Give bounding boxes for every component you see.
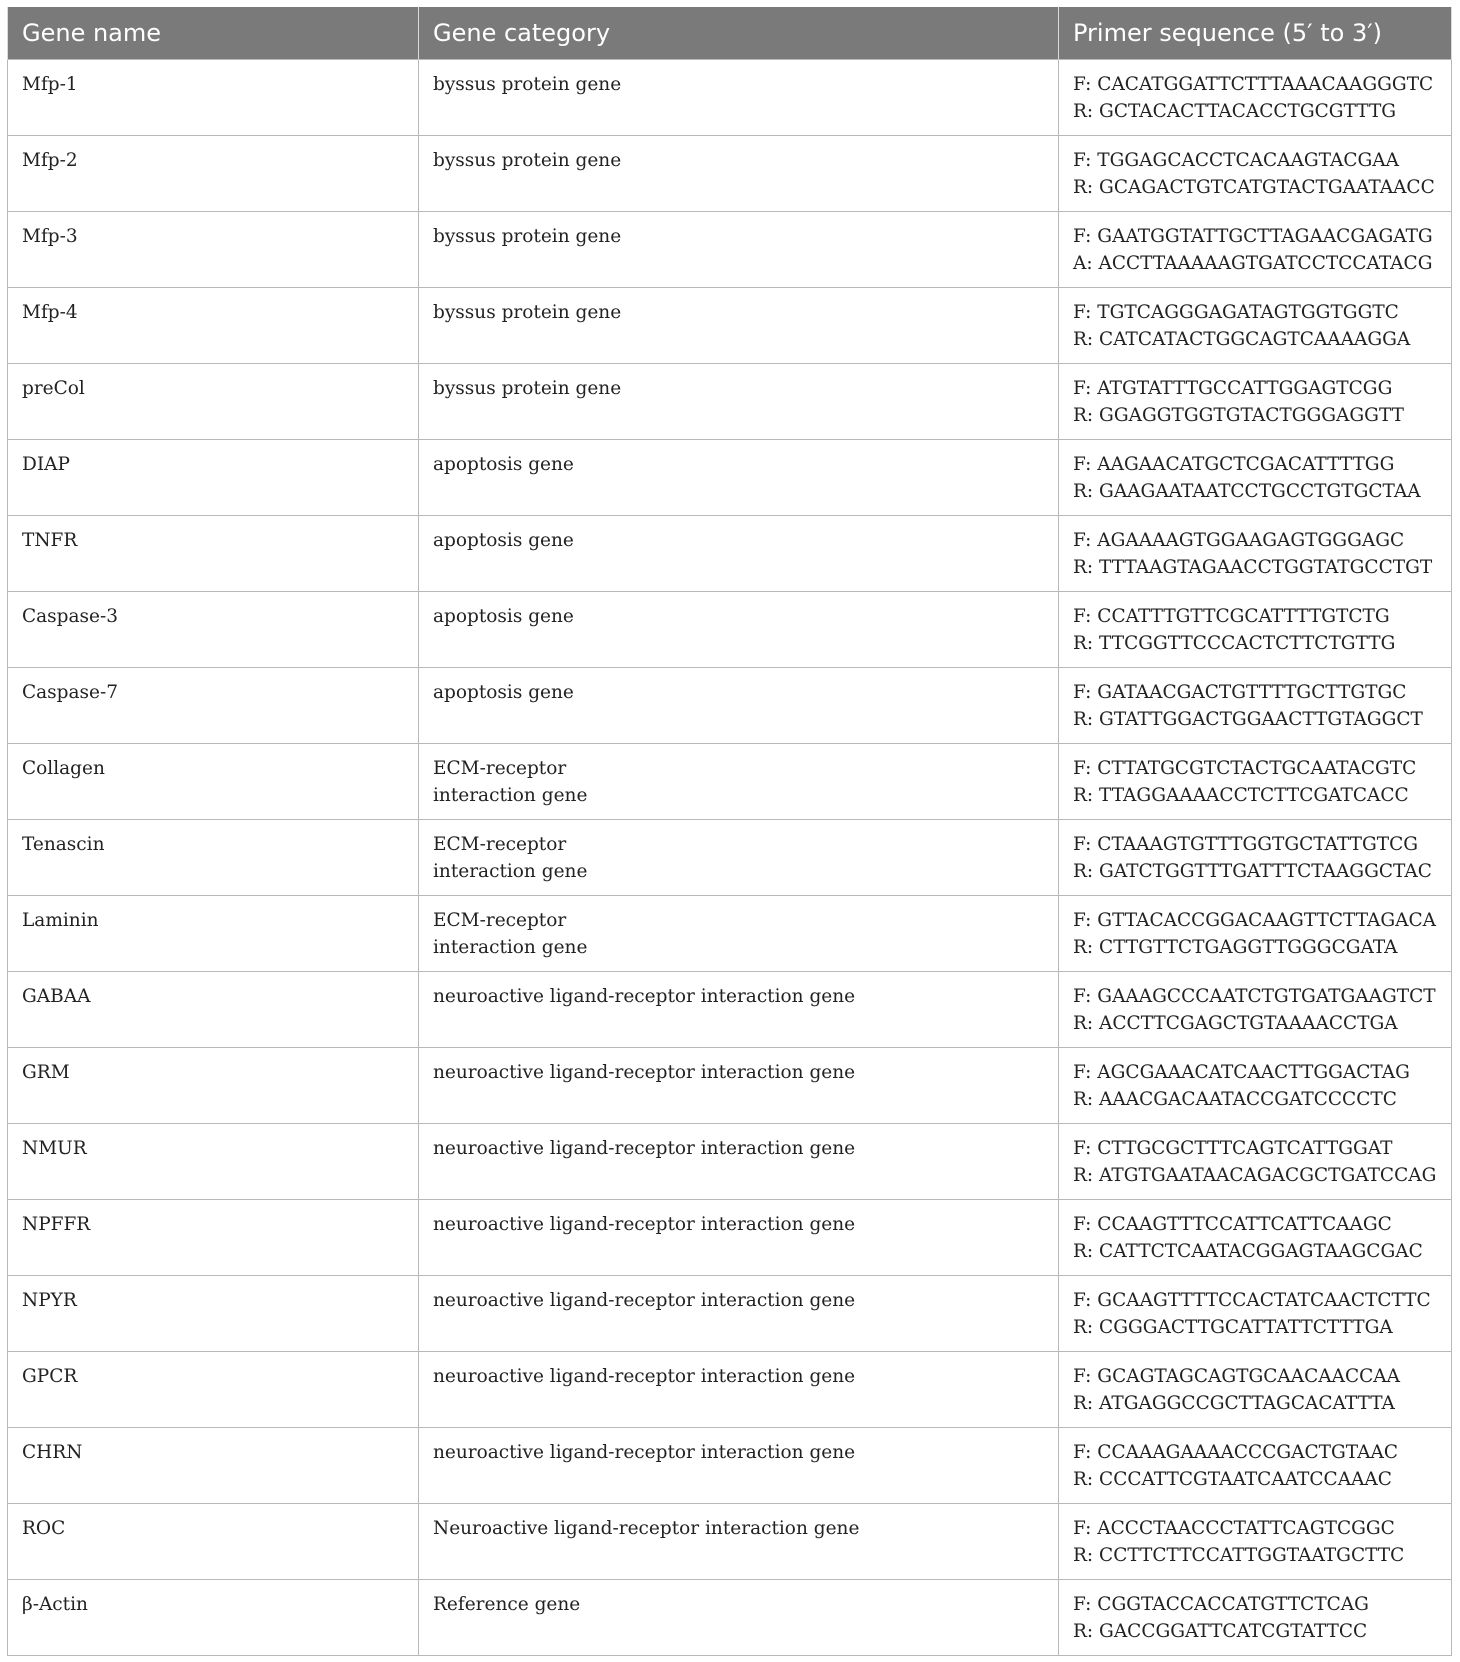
primer-sequence-cell: [1059, 212, 1452, 288]
gene-category-cell: [419, 1200, 1059, 1276]
table-row: [8, 60, 1452, 136]
reverse-primer: R: ATGTGAATAACAGACGCTGATCCAG: [1073, 1165, 1437, 1186]
gene-category-line: Neuroactive ligand-receptor interaction gene: [433, 1518, 860, 1539]
gene-category-cell: [419, 896, 1059, 972]
gene-category-cell: [419, 1124, 1059, 1200]
gene-name-cell: Mfp-4: [8, 288, 419, 364]
primer-sequence-cell: [1059, 288, 1452, 364]
primer-sequence-cell: [1059, 364, 1452, 440]
gene-name-cell: NPYR: [8, 1276, 419, 1352]
table-row: [8, 972, 1452, 1048]
reverse-primer: A: ACCTTAAAAAGTGATCCTCCATACG: [1073, 253, 1433, 274]
table-row: [8, 440, 1452, 516]
gene-category-cell: [419, 60, 1059, 136]
header-primer-sequence: Primer sequence (5′ to 3′): [1059, 7, 1452, 60]
primer-sequence-cell: [1059, 1580, 1452, 1656]
gene-category-line: neuroactive ligand-receptor interaction gene: [433, 1062, 856, 1083]
forward-primer: F: GATAACGACTGTTTTGCTTGTGC: [1073, 682, 1407, 703]
primer-sequence-cell: [1059, 972, 1452, 1048]
primer-sequence-cell: [1059, 592, 1452, 668]
gene-name-cell: GRM: [8, 1048, 419, 1124]
forward-primer: F: TGTCAGGGAGATAGTGGTGGTC: [1073, 302, 1399, 323]
forward-primer: F: GAATGGTATTGCTTAGAACGAGATG: [1073, 226, 1433, 247]
reverse-primer: R: TTTAAGTAGAACCTGGTATGCCTGT: [1073, 557, 1433, 578]
gene-category-line: apoptosis gene: [433, 682, 574, 703]
forward-primer: F: CCAAAGAAAACCCGACTGTAAC: [1073, 1442, 1398, 1463]
primer-sequence-cell: [1059, 1124, 1452, 1200]
gene-category-line: neuroactive ligand-receptor interaction gene: [433, 1290, 856, 1311]
gene-category-line: apoptosis gene: [433, 530, 574, 551]
gene-name-cell: Mfp-1: [8, 60, 419, 136]
table-row: [8, 744, 1452, 820]
gene-category-line: Reference gene: [433, 1594, 581, 1615]
gene-name-cell: Mfp-3: [8, 212, 419, 288]
gene-name-cell: CHRN: [8, 1428, 419, 1504]
gene-category-line: ECM-receptor: [433, 910, 567, 931]
gene-category-cell: [419, 1276, 1059, 1352]
reverse-primer: R: TTAGGAAAACCTCTTCGATCACC: [1073, 785, 1409, 806]
gene-name-cell: Tenascin: [8, 820, 419, 896]
gene-name-cell: β-Actin: [8, 1580, 419, 1656]
header-gene-name: Gene name: [8, 7, 419, 60]
gene-category-line: neuroactive ligand-receptor interaction gene: [433, 1442, 856, 1463]
gene-category-line: apoptosis gene: [433, 454, 574, 475]
reverse-primer: R: CATTCTCAATACGGAGTAAGCGAC: [1073, 1241, 1423, 1262]
table-row: [8, 896, 1452, 972]
gene-name-cell: ROC: [8, 1504, 419, 1580]
gene-category-line: ECM-receptor: [433, 834, 567, 855]
forward-primer: F: TGGAGCACCTCACAAGTACGAA: [1073, 150, 1399, 171]
primer-sequence-cell: [1059, 1428, 1452, 1504]
reverse-primer: R: GTATTGGACTGGAACTTGTAGGCT: [1073, 709, 1423, 730]
reverse-primer: R: GCTACACTTACACCTGCGTTTG: [1073, 101, 1397, 122]
forward-primer: F: AGAAAAGTGGAAGAGTGGGAGC: [1073, 530, 1405, 551]
table-row: [8, 288, 1452, 364]
table-body: [8, 60, 1452, 1656]
gene-category-line: byssus protein gene: [433, 378, 622, 399]
gene-category-cell: [419, 364, 1059, 440]
primer-sequence-cell: [1059, 1276, 1452, 1352]
gene-name-cell: GABAA: [8, 972, 419, 1048]
header-row: [8, 7, 1452, 60]
gene-name-cell: NMUR: [8, 1124, 419, 1200]
forward-primer: F: CCATTTGTTCGCATTTTGTCTG: [1073, 606, 1390, 627]
gene-category-line: neuroactive ligand-receptor interaction gene: [433, 986, 856, 1007]
gene-category-line: interaction gene: [433, 937, 588, 958]
primer-sequence-cell: [1059, 1352, 1452, 1428]
forward-primer: F: CGGTACCACCATGTTCTCAG: [1073, 1594, 1369, 1615]
gene-category-line: byssus protein gene: [433, 74, 622, 95]
gene-category-line: apoptosis gene: [433, 606, 574, 627]
gene-category-cell: [419, 212, 1059, 288]
gene-category-cell: [419, 972, 1059, 1048]
gene-name-cell: DIAP: [8, 440, 419, 516]
gene-category-cell: [419, 1352, 1059, 1428]
reverse-primer: R: CCTTCTTCCATTGGTAATGCTTC: [1073, 1545, 1405, 1566]
reverse-primer: R: GGAGGTGGTGTACTGGGAGGTT: [1073, 405, 1404, 426]
primer-table-container: [7, 7, 1451, 1656]
gene-category-cell: [419, 136, 1059, 212]
primer-sequence-cell: [1059, 60, 1452, 136]
reverse-primer: R: GACCGGATTCATCGTATTCC: [1073, 1621, 1368, 1642]
primer-table: [7, 7, 1452, 1656]
primer-sequence-cell: [1059, 1200, 1452, 1276]
gene-category-cell: [419, 440, 1059, 516]
table-row: [8, 1048, 1452, 1124]
gene-category-line: byssus protein gene: [433, 302, 622, 323]
gene-name-cell: TNFR: [8, 516, 419, 592]
gene-category-line: interaction gene: [433, 785, 588, 806]
table-row: [8, 212, 1452, 288]
reverse-primer: R: GATCTGGTTTGATTTCTAAGGCTAC: [1073, 861, 1432, 882]
gene-category-cell: [419, 1048, 1059, 1124]
gene-category-cell: [419, 288, 1059, 364]
gene-name-cell: preCol: [8, 364, 419, 440]
forward-primer: F: CTTGCGCTTTCAGTCATTGGAT: [1073, 1138, 1393, 1159]
table-row: [8, 136, 1452, 212]
primer-sequence-cell: [1059, 744, 1452, 820]
primer-sequence-cell: [1059, 1504, 1452, 1580]
reverse-primer: R: CATCATACTGGCAGTCAAAAGGA: [1073, 329, 1411, 350]
table-row: [8, 1276, 1452, 1352]
reverse-primer: R: ACCTTCGAGCTGTAAAACCTGA: [1073, 1013, 1398, 1034]
gene-category-line: neuroactive ligand-receptor interaction gene: [433, 1138, 856, 1159]
primer-sequence-cell: [1059, 440, 1452, 516]
forward-primer: F: CCAAGTTTCCATTCATTCAAGC: [1073, 1214, 1392, 1235]
gene-category-line: byssus protein gene: [433, 150, 622, 171]
table-row: [8, 1124, 1452, 1200]
reverse-primer: R: AAACGACAATACCGATCCCCTC: [1073, 1089, 1397, 1110]
table-header: [8, 7, 1452, 60]
reverse-primer: R: CTTGTTCTGAGGTTGGGCGATA: [1073, 937, 1398, 958]
table-row: [8, 668, 1452, 744]
primer-sequence-cell: [1059, 820, 1452, 896]
table-row: [8, 1428, 1452, 1504]
forward-primer: F: ACCCTAACCCTATTCAGTCGGC: [1073, 1518, 1395, 1539]
gene-name-cell: Laminin: [8, 896, 419, 972]
primer-sequence-cell: [1059, 516, 1452, 592]
gene-category-line: interaction gene: [433, 861, 588, 882]
gene-category-cell: [419, 1504, 1059, 1580]
forward-primer: F: GCAAGTTTTCCACTATCAACTCTTC: [1073, 1290, 1431, 1311]
gene-category-cell: [419, 516, 1059, 592]
gene-category-cell: [419, 820, 1059, 896]
table-row: [8, 1352, 1452, 1428]
gene-name-cell: Caspase-7: [8, 668, 419, 744]
primer-sequence-cell: [1059, 1048, 1452, 1124]
forward-primer: F: AGCGAAACATCAACTTGGACTAG: [1073, 1062, 1410, 1083]
forward-primer: F: CTAAAGTGTTTGGTGCTATTGTCG: [1073, 834, 1419, 855]
gene-category-line: neuroactive ligand-receptor interaction gene: [433, 1366, 856, 1387]
reverse-primer: R: ATGAGGCCGCTTAGCACATTTA: [1073, 1393, 1395, 1414]
forward-primer: F: CTTATGCGTCTACTGCAATACGTC: [1073, 758, 1417, 779]
gene-category-cell: [419, 744, 1059, 820]
gene-category-cell: [419, 592, 1059, 668]
table-row: [8, 592, 1452, 668]
reverse-primer: R: GAAGAATAATCCTGCCTGTGCTAA: [1073, 481, 1421, 502]
forward-primer: F: GTTACACCGGACAAGTTCTTAGACA: [1073, 910, 1437, 931]
gene-category-cell: [419, 1428, 1059, 1504]
table-row: [8, 516, 1452, 592]
reverse-primer: R: GCAGACTGTCATGTACTGAATAACC: [1073, 177, 1435, 198]
forward-primer: F: GCAGTAGCAGTGCAACAACCAA: [1073, 1366, 1401, 1387]
table-row: [8, 1580, 1452, 1656]
forward-primer: F: GAAAGCCCAATCTGTGATGAAGTCT: [1073, 986, 1436, 1007]
gene-name-cell: Collagen: [8, 744, 419, 820]
gene-category-line: byssus protein gene: [433, 226, 622, 247]
table-row: [8, 1200, 1452, 1276]
table-row: [8, 364, 1452, 440]
gene-name-cell: Caspase-3: [8, 592, 419, 668]
reverse-primer: R: TTCGGTTCCCACTCTTCTGTTG: [1073, 633, 1396, 654]
gene-name-cell: Mfp-2: [8, 136, 419, 212]
primer-sequence-cell: [1059, 668, 1452, 744]
header-gene-category: Gene category: [419, 7, 1059, 60]
gene-category-line: ECM-receptor: [433, 758, 567, 779]
reverse-primer: R: CGGGACTTGCATTATTCTTTGA: [1073, 1317, 1393, 1338]
primer-sequence-cell: [1059, 136, 1452, 212]
table-row: [8, 820, 1452, 896]
gene-category-line: neuroactive ligand-receptor interaction gene: [433, 1214, 856, 1235]
forward-primer: F: ATGTATTTGCCATTGGAGTCGG: [1073, 378, 1393, 399]
reverse-primer: R: CCCATTCGTAATCAATCCAAAC: [1073, 1469, 1392, 1490]
forward-primer: F: AAGAACATGCTCGACATTTTGG: [1073, 454, 1395, 475]
primer-sequence-cell: [1059, 896, 1452, 972]
table-row: [8, 1504, 1452, 1580]
gene-category-cell: [419, 1580, 1059, 1656]
forward-primer: F: CACATGGATTCTTTAAACAAGGGTC: [1073, 74, 1434, 95]
gene-category-cell: [419, 668, 1059, 744]
gene-name-cell: GPCR: [8, 1352, 419, 1428]
gene-name-cell: NPFFR: [8, 1200, 419, 1276]
